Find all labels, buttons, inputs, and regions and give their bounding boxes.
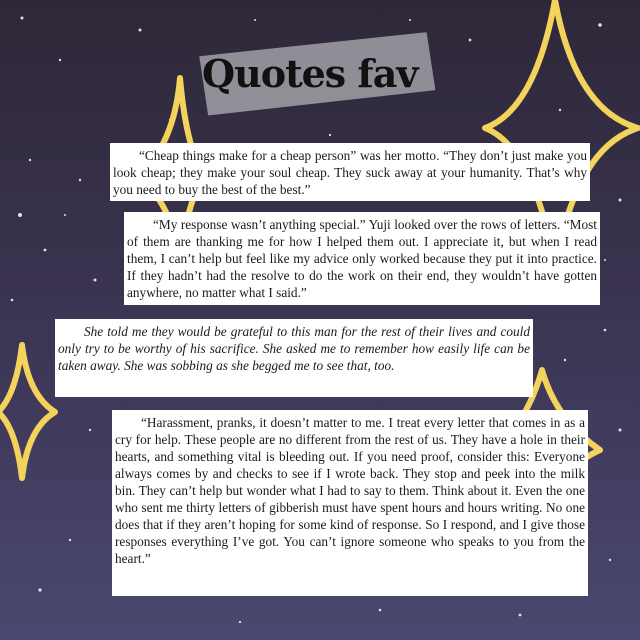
quote-card: “My response wasn’t anything special.” Yuji looked over the rows of letters. “Most of them are thanking me for how I helped them out. I appreciate it, but when I read them, I can’t help but feel like my advice only worked because they put it into practice. If they hadn’t had the resolve to do the work on their end, they wouldn’t have gotten anywhere, no matter what I said.” bbox=[124, 212, 600, 305]
quote-card: She told me they would be grateful to this man for the rest of their lives and could only try to be worthy of his sacrifice. She asked me to remember how easily life can be taken away. She was sobbing as she begged me to see that, too. bbox=[55, 319, 533, 397]
quote-card: “Harassment, pranks, it doesn’t matter to me. I treat every letter that comes in as a cry for help. These people are no different from the rest of us. They have a hole in their hearts, and something vital is bleeding out. If you need proof, consider this: Everyone always comes by and checks to see if I wrote back. They stop and peek into the milk bin. They can’t help but wonder what I had to say to them. Think about it. Even the one who sent me thirty letters of gibberish must have spent hours and hours writing. No one does that if they aren’t hoping for some kind of response. So I respond, and I give those responses everything I’ve got. You can’t ignore someone who speaks to you from the heart.” bbox=[112, 410, 588, 596]
page-title: Quotes fav bbox=[202, 51, 418, 96]
quote-card: “Cheap things make for a cheap person” was her motto. “They don’t just make you look cheap; they make your soul cheap. They suck away at your humanity. That’s why you need to buy the best of the best.” bbox=[110, 143, 590, 201]
